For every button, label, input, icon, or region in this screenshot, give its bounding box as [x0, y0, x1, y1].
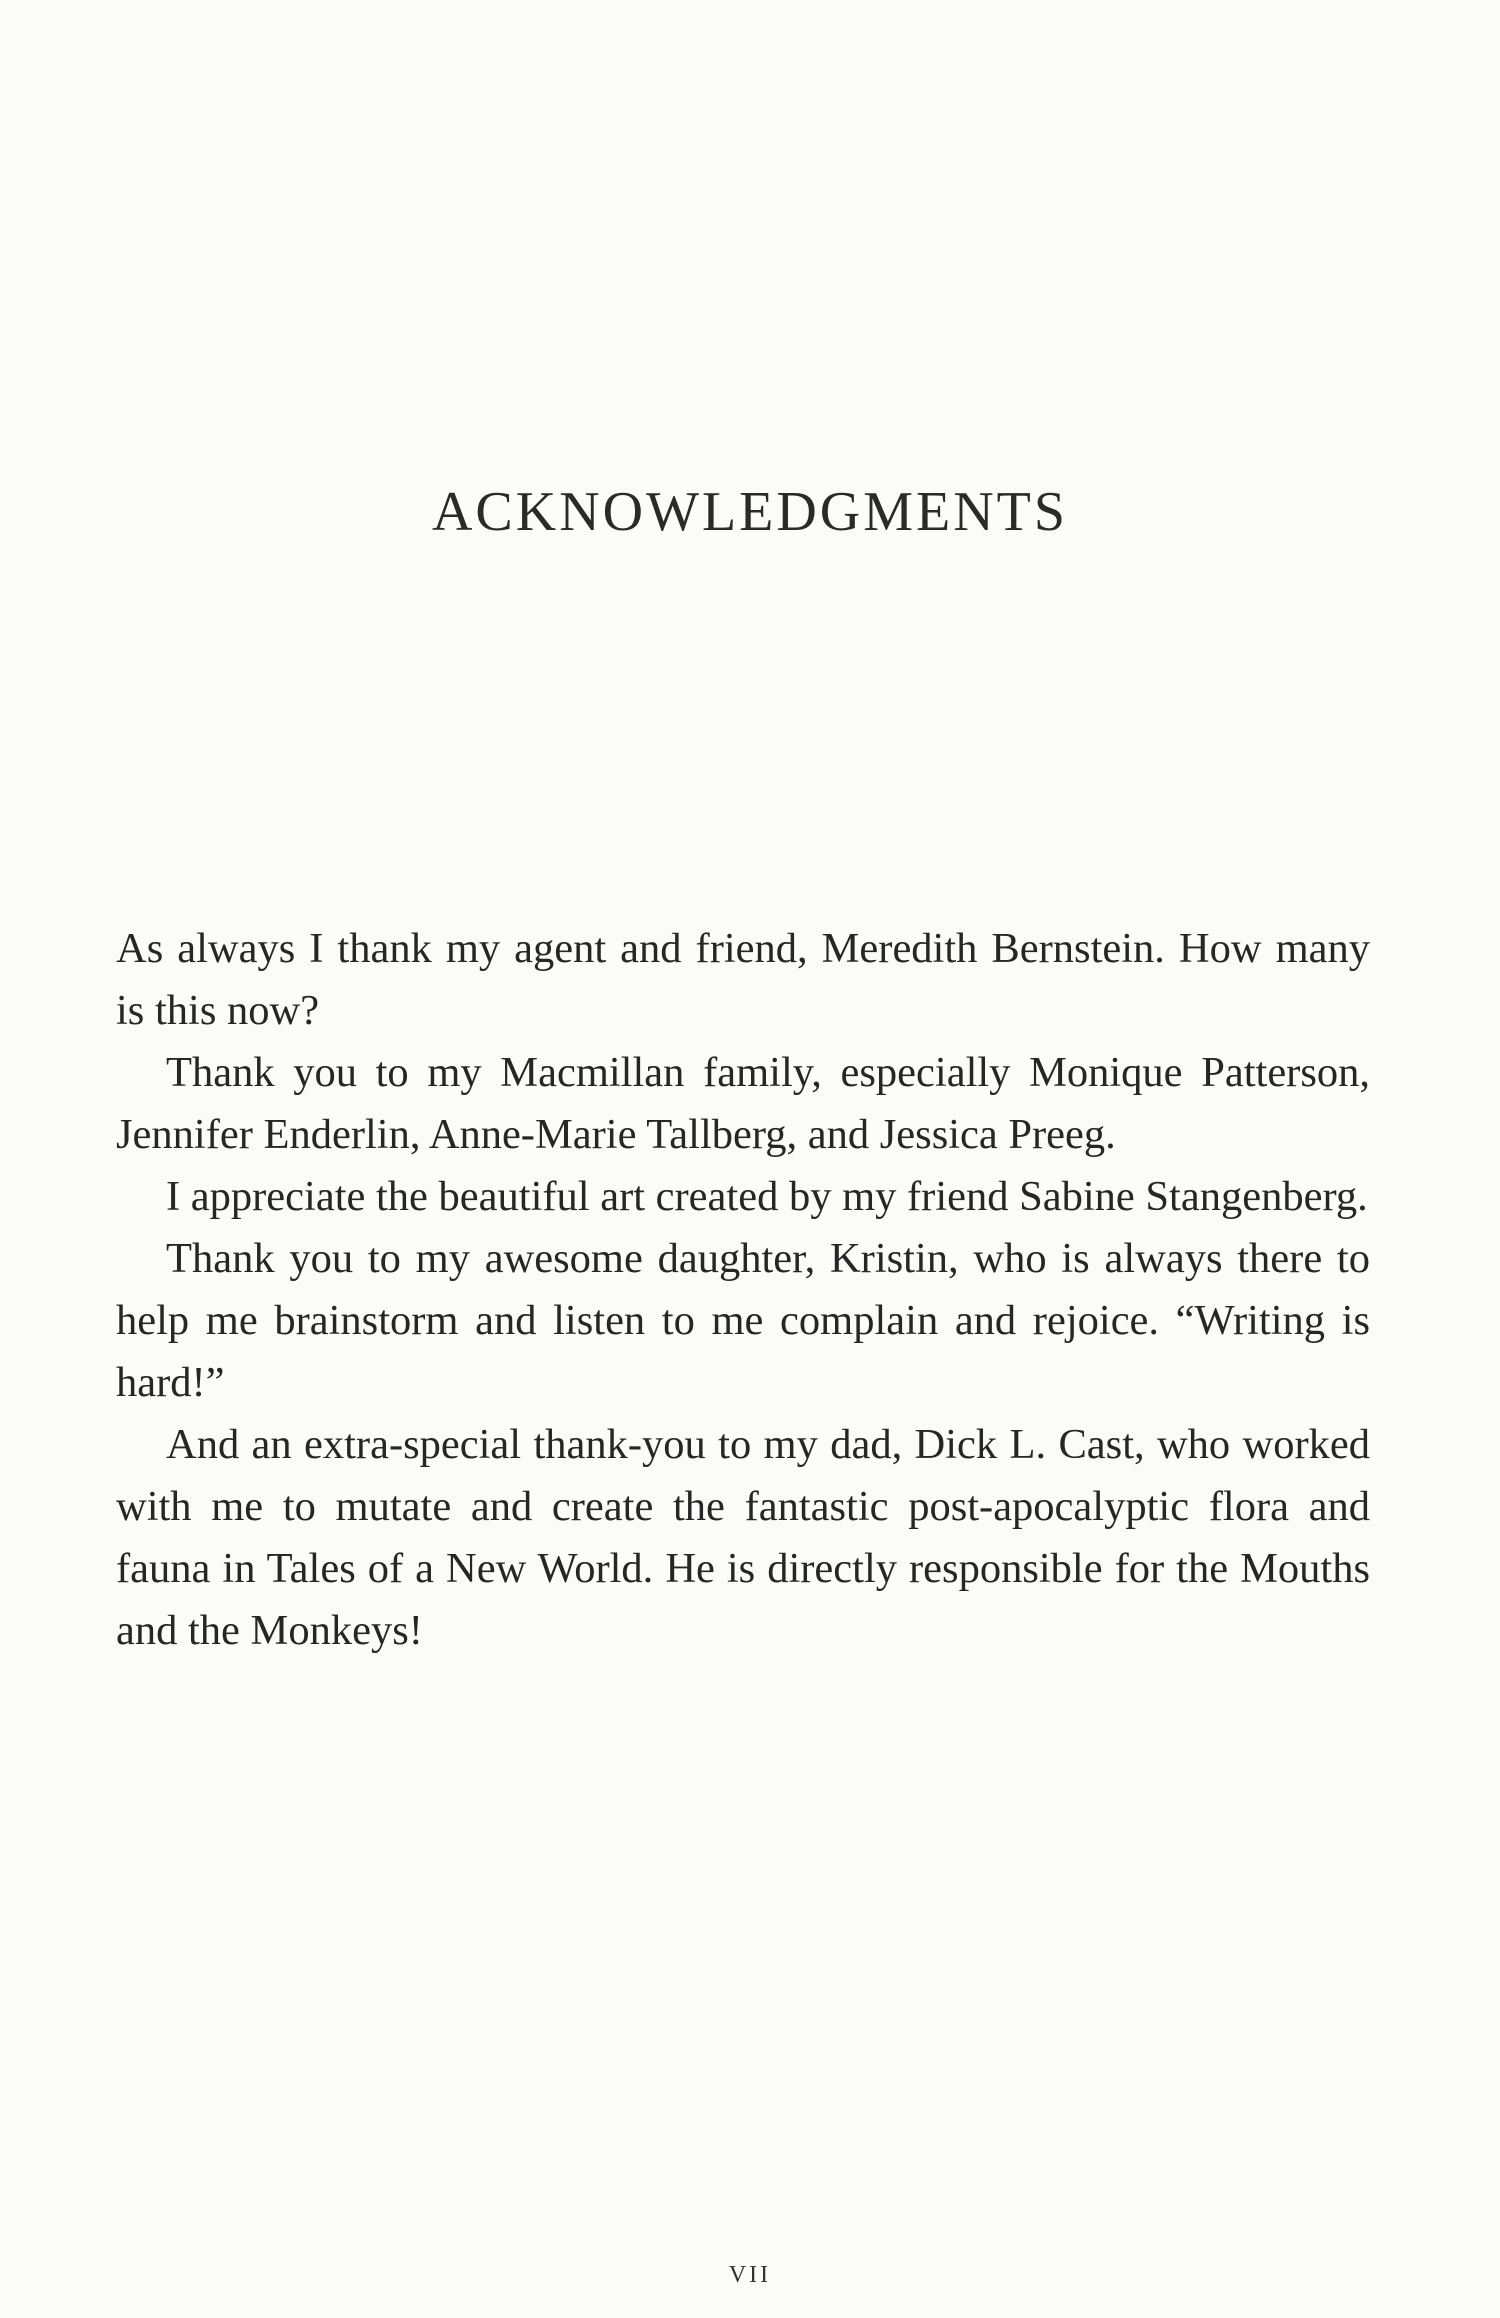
paragraph-3: I appreciate the beautiful art created by my friend Sabine Stangenberg. [166, 1173, 1368, 1220]
acknowledgments-body [116, 918, 1370, 1662]
page-number: VII [728, 2262, 772, 2288]
paragraph-5: And an extra-special thank-you to my dad, Dick L. Cast, who worked with me to mutate and create the fantastic post-apocalyptic flora and fauna in Tales of a New World. He is directly responsible for the Mouths and the Monkeys! [116, 1421, 1370, 1654]
paragraph-2: Thank you to my Macmillan family, especially Monique Patterson, Jennifer Enderlin, Anne-Marie Tallberg, and Jessica Preeg. [116, 1049, 1370, 1158]
page-title: ACKNOWLEDGMENTS [431, 481, 1069, 543]
paragraph-1: As always I thank my agent and friend, Meredith Bernstein. How many is this now? [116, 925, 1370, 1034]
paragraph-4: Thank you to my awesome daughter, Kristin, who is always there to help me brainstorm and listen to me complain and rejoice. “Writing is hard!” [116, 1235, 1370, 1406]
